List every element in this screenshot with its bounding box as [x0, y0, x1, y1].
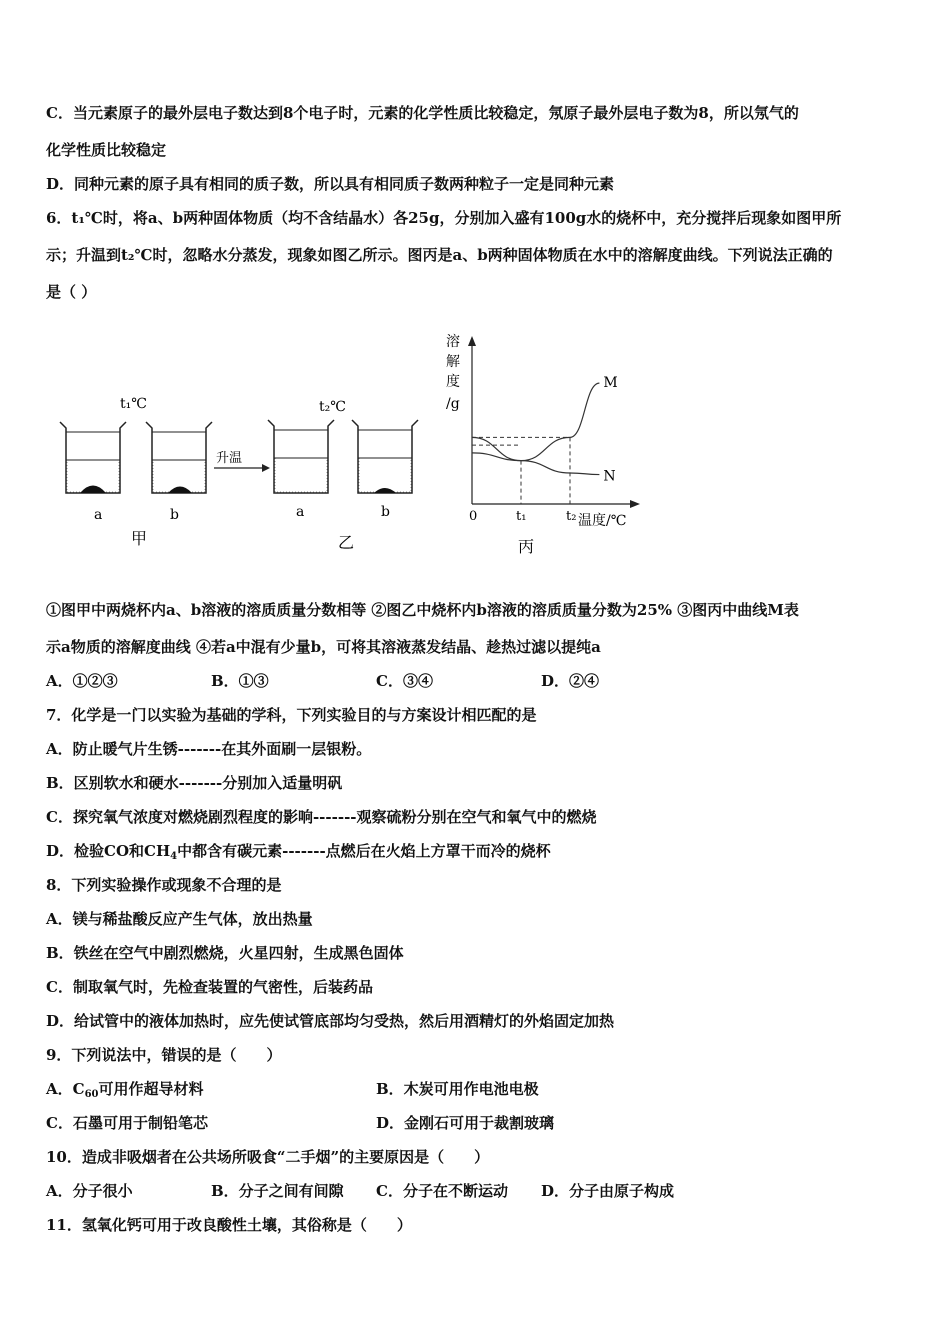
q9-option-b[interactable]: B．木炭可用作电池电极: [376, 1080, 539, 1098]
q7-option-d-sub: 4: [170, 851, 178, 862]
curve-label-N: N: [603, 468, 616, 485]
q7-option-b[interactable]: B．区别软水和硬水-------分别加入适量明矾: [46, 774, 343, 792]
q5-option-c-line1: C．当元素原子的最外层电子数达到8个电子时，元素的化学性质比较稳定，氖原子最外层电子数为8，所以氖气的: [46, 104, 799, 122]
q10-option-d[interactable]: D．分子由原子构成: [541, 1182, 675, 1200]
x-tick-t2: t₂: [566, 509, 577, 524]
q9-option-a-pre: A．C: [46, 1080, 85, 1098]
curve-N: [472, 453, 599, 475]
curve-label-M: M: [603, 375, 618, 392]
yi-label-b: b: [381, 504, 390, 520]
q6-statement-line1: ①图甲中两烧杯内a、b溶液的溶质质量分数相等 ②图乙中烧杯内b溶液的溶质质量分数为25% ③图丙中曲线M表: [46, 601, 799, 619]
q9-option-a-sub: 60: [84, 1089, 99, 1100]
q6-option-c[interactable]: C．③④: [376, 672, 433, 690]
q6-option-b[interactable]: B．①③: [211, 672, 269, 690]
beaker-jia-b: [146, 422, 212, 493]
q8-option-b[interactable]: B．铁丝在空气中剧烈燃烧，火星四射，生成黑色固体: [46, 944, 404, 962]
label-t1: t₁℃: [120, 396, 147, 412]
q7-option-a[interactable]: A．防止暖气片生锈-------在其外面刷一层银粉。: [46, 740, 372, 758]
q6-option-d[interactable]: D．②④: [541, 672, 600, 690]
q7-stem: 7．化学是一门以实验为基础的学科，下列实验目的与方案设计相匹配的是: [46, 706, 537, 724]
q5-option-c-line2: 化学性质比较稳定: [46, 141, 167, 159]
q7-option-c[interactable]: C．探究氧气浓度对燃烧剧烈程度的影响-------观察硫粉分别在空气和氧气中的燃烧: [46, 808, 597, 826]
q7-option-d-post: 中都含有碳元素-------点燃后在火焰上方罩干而冷的烧杯: [177, 842, 551, 860]
q8-option-c[interactable]: C．制取氧气时，先检查装置的气密性，后装药品: [46, 978, 373, 996]
y-label-char-2: 解: [446, 354, 460, 370]
q11-stem: 11．氢氧化钙可用于改良酸性土壤，其俗称是（ ）: [46, 1216, 412, 1234]
y-label-char-3: 度: [446, 374, 460, 390]
yi-label-a: a: [296, 504, 305, 520]
q10-option-c[interactable]: C．分子在不断运动: [376, 1182, 508, 1200]
figure-jia: 甲: [131, 529, 148, 548]
beaker-yi-a: [268, 420, 334, 493]
y-label-char-4: /g: [446, 396, 460, 412]
q6-statement-line2: 示a物质的溶解度曲线 ④若a中混有少量b，可将其溶液蒸发结晶、趁热过滤以提纯a: [46, 638, 601, 656]
jia-label-b: b: [170, 507, 179, 523]
q8-stem: 8．下列实验操作或现象不合理的是: [46, 876, 282, 894]
beaker-figure: [40, 380, 440, 560]
x-tick-origin: 0: [469, 509, 478, 524]
jia-label-a: a: [94, 507, 103, 523]
q7-option-d-pre: D．检验CO和CH: [46, 842, 171, 860]
heat-label: 升温: [216, 451, 243, 466]
figure-bing: 丙: [518, 537, 535, 556]
q5-option-d: D．同种元素的原子具有相同的质子数，所以具有相同质子数两种粒子一定是同种元素: [46, 175, 615, 193]
curve-M: [472, 383, 599, 461]
q6-stem-line2: 示；升温到t₂℃时，忽略水分蒸发，现象如图乙所示。图丙是a、b两种固体物质在水中的溶解度曲线。下列说法正确的: [46, 246, 833, 264]
q10-option-a[interactable]: A．分子很小: [46, 1182, 133, 1200]
q8-option-d[interactable]: D．给试管中的液体加热时，应先使试管底部均匀受热，然后用酒精灯的外焰固定加热: [46, 1012, 615, 1030]
x-axis-label: 温度/℃: [578, 513, 627, 529]
q8-option-a[interactable]: A．镁与稀盐酸反应产生气体，放出热量: [46, 910, 313, 928]
q6-stem-line1: 6．t₁℃时，将a、b两种固体物质（均不含结晶水）各25g，分别加入盛有100g水的烧杯中，充分搅拌后现象如图甲所: [46, 209, 842, 227]
q10-stem: 10．造成非吸烟者在公共场所吸食“二手烟”的主要原因是（ ）: [46, 1148, 490, 1166]
q10-option-b[interactable]: B．分子之间有间隙: [211, 1182, 344, 1200]
q6-stem-line3: 是（ ）: [46, 283, 97, 301]
x-tick-t1: t₁: [516, 509, 527, 524]
beaker-yi-b: [352, 420, 418, 493]
figure-yi: 乙: [338, 533, 355, 552]
y-label-char-1: 溶: [446, 334, 460, 350]
label-t2: t₂℃: [319, 399, 346, 415]
q9-option-a-post: 可用作超导材料: [98, 1080, 204, 1098]
q7-option-d[interactable]: [46, 841, 551, 867]
q9-option-c[interactable]: C．石墨可用于制铅笔芯: [46, 1114, 208, 1132]
beaker-jia-a: [60, 422, 126, 493]
solubility-chart: [440, 330, 650, 560]
q9-option-a[interactable]: [46, 1079, 204, 1105]
q9-stem: 9．下列说法中，错误的是（ ）: [46, 1046, 282, 1064]
q6-option-a[interactable]: A．①②③: [46, 672, 118, 690]
q9-option-d[interactable]: D．金刚石可用于裁割玻璃: [376, 1114, 555, 1132]
